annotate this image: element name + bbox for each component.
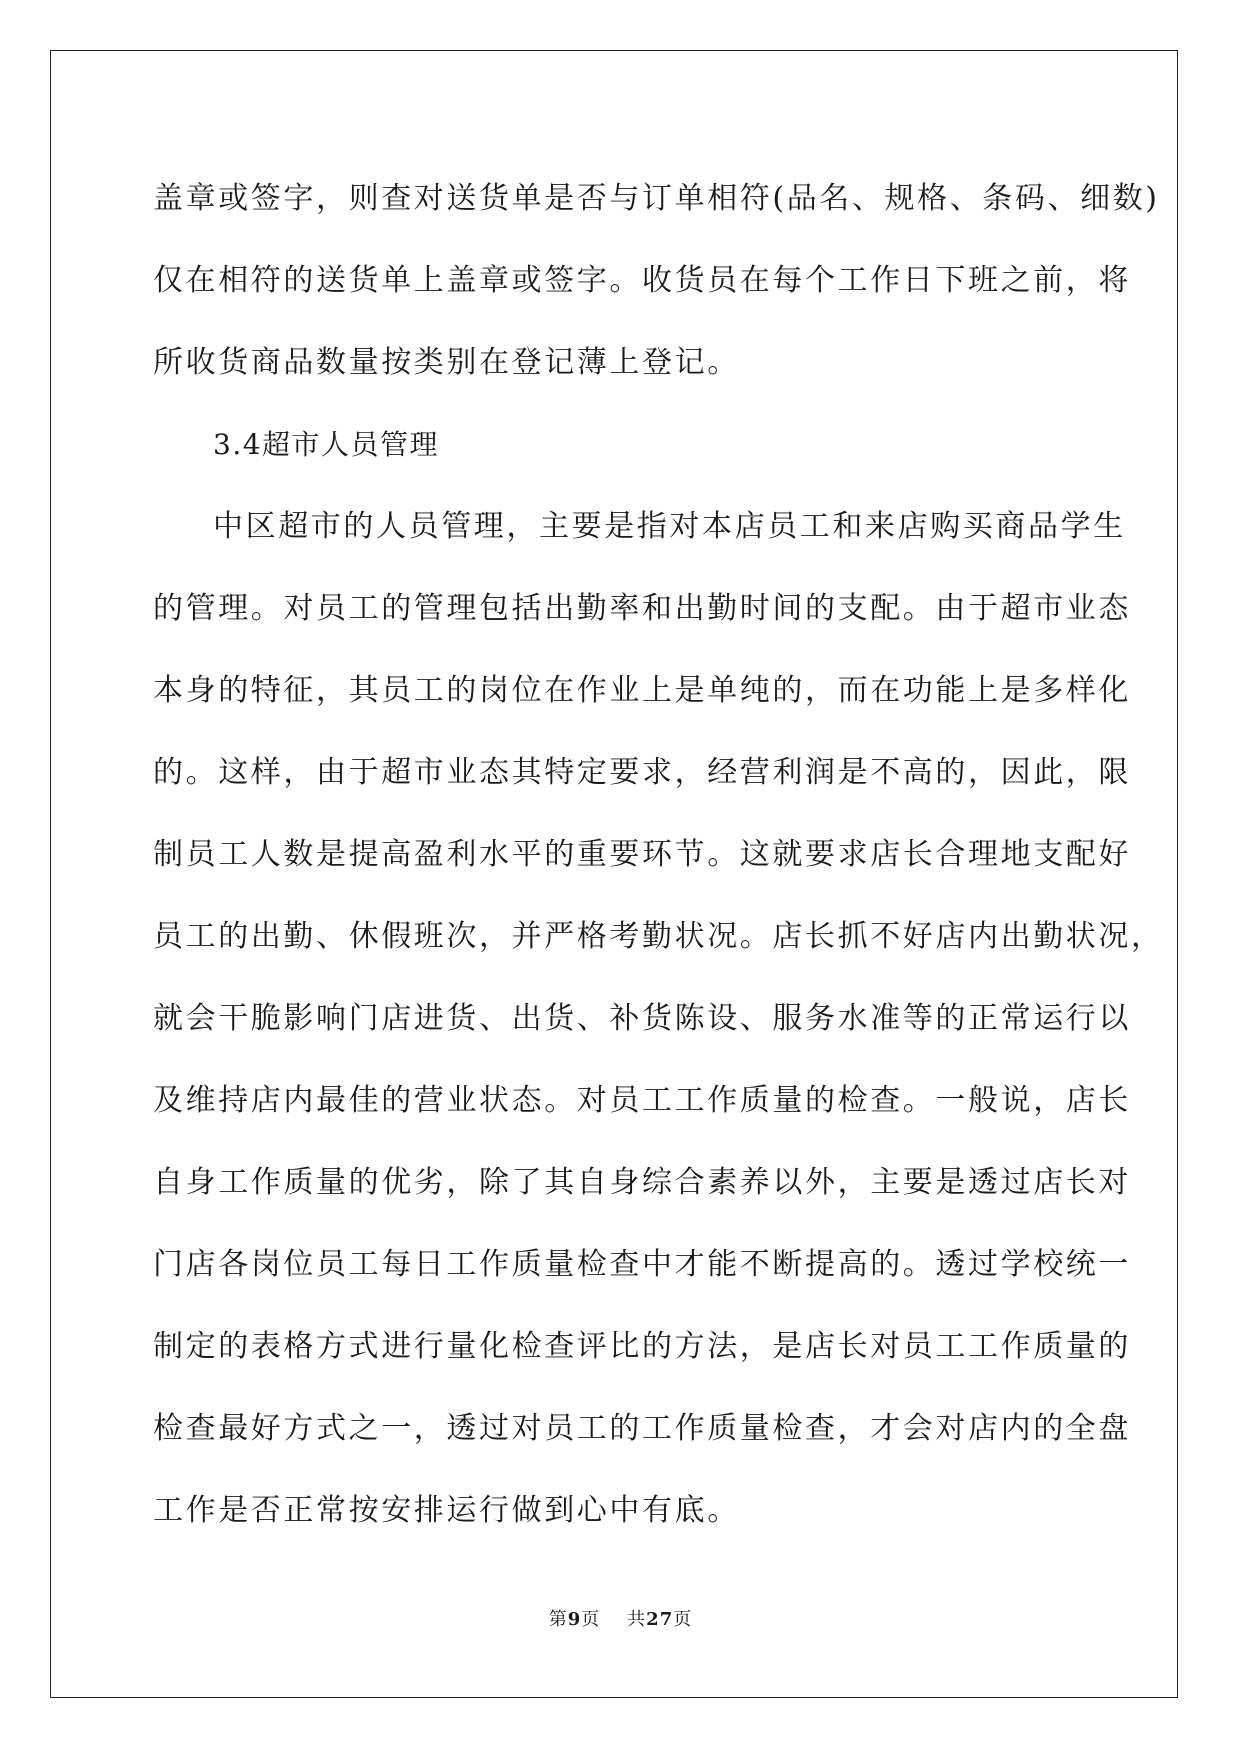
- text-line: 就会干脆影响门店进货、出货、补货陈设、服务水准等的正常运行以: [153, 1001, 1131, 1036]
- paragraph-continued: [153, 158, 1160, 404]
- paragraph-staff-management: [153, 486, 1164, 1552]
- footer-page-suffix: 页: [581, 1609, 601, 1630]
- text-line: 所收货商品数量按类别在登记薄上登记。: [153, 345, 740, 380]
- footer-total-pages: 27: [646, 1609, 674, 1630]
- text-line: 工作是否正常按安排运行做到心中有底。: [153, 1493, 740, 1528]
- text-line: 门店各岗位员工每日工作质量检查中才能不断提高的。透过学校统一: [153, 1247, 1131, 1282]
- page-footer: [0, 1605, 1241, 1631]
- text-line: 本身的特征，其员工的岗位在作业上是单纯的，而在功能上是多样化: [153, 673, 1131, 708]
- text-line: 制员工人数是提高盈利水平的重要环节。这就要求店长合理地支配好: [153, 837, 1131, 872]
- text-line: 盖章或签字，则查对送货单是否与订单相符(品名、规格、条码、细数): [153, 181, 1160, 216]
- text-line: 仅在相符的送货单上盖章或签字。收货员在每个工作日下班之前，将: [153, 263, 1131, 298]
- text-line: 的。这样，由于超市业态其特定要求，经营利润是不高的，因此，限: [153, 755, 1131, 790]
- text-line: 的管理。对员工的管理包括出勤率和出勤时间的支配。由于超市业态: [153, 591, 1131, 626]
- text-line: 自身工作质量的优劣，除了其自身综合素养以外，主要是透过店长对: [153, 1165, 1131, 1200]
- footer-page-number: 9: [567, 1609, 582, 1630]
- section-heading: 3.4超市人员管理: [213, 428, 440, 461]
- text-line: 及维持店内最佳的营业状态。对员工工作质量的检查。一般说，店长: [153, 1083, 1131, 1118]
- footer-total-prefix: 共: [627, 1609, 647, 1630]
- text-line: 员工的出勤、休假班次，并严格考勤状况。店长抓不好店内出勤状况，: [153, 919, 1164, 954]
- text-line: 检查最好方式之一，透过对员工的工作质量检查，才会对店内的全盘: [153, 1411, 1131, 1446]
- text-line: 制定的表格方式进行量化检查评比的方法，是店长对员工工作质量的: [153, 1329, 1131, 1364]
- document-body: [153, 158, 1164, 1552]
- footer-total-suffix: 页: [673, 1609, 693, 1630]
- footer-page-prefix: 第: [548, 1609, 568, 1630]
- text-line: 中区超市的人员管理，主要是指对本店员工和来店购买商品学生: [213, 509, 1126, 544]
